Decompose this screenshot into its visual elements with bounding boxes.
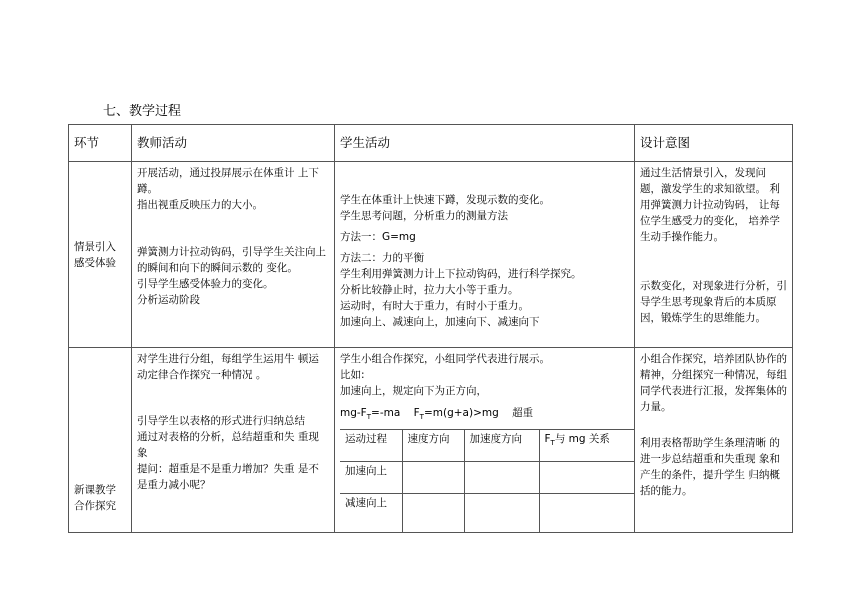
motion-analysis-table (340, 429, 634, 532)
header-teacher: 教师活动 (132, 125, 335, 162)
student-activity-cell: 学生在体重计上快速下蹲，发现示数的变化。 学生思考问题，分析重力的测量方法 方法一：G=mg 方法二：力的平衡 学生利用弹簧测力计上下拉动钩码，进行科学探究。 分析比较静止时，拉力大小等于重力。 运动时，有时大于重力，有时小于重力。 加速向上、减速向上，加速向下、减速向下 (335, 162, 635, 348)
teaching-process-table (68, 124, 793, 533)
header-student: 学生活动 (335, 125, 635, 162)
header-phase: 环节 (69, 125, 132, 162)
phase-cell: 新课教学 合作探究 (69, 348, 132, 533)
design-intent-cell: 通过生活情景引入，发现问 题，激发学生的求知欲望。 利用弹簧测力计拉动钩码， 让每位学生感受力的变化， 培养学生动手操作能力。 示数变化，对现象进行分析，引导学生思考现象背后的本质原因，锻炼学生的思维能力。 (635, 162, 793, 348)
inner-header-row: 运动过程 速度方向 加速度方向 $F_T$与 mg 关系 (340, 430, 634, 462)
section-heading: 七、教学过程 (103, 104, 182, 119)
inner-row: 减速向上 (340, 494, 634, 533)
header-design: 设计意图 (635, 125, 793, 162)
table-row (69, 162, 793, 348)
inner-row: 加速向上 (340, 462, 634, 494)
student-activity-cell: 学生小组合作探究，小组同学代表进行展示。 比如: 加速向上，规定向下为正方向， $mg-F_T=-ma$ $F_T=m(g+a)>mg$ 超重 运动过程 速度方向 加速度方向 $F_T$与 mg 关系 加速向上 减速向上 (335, 348, 635, 533)
teacher-activity-cell: 开展活动，通过投屏展示在体重计 上下蹲。 指出视重反映压力的大小。 弹簧测力计拉动钩码，引导学生关注向上的瞬间和向下的瞬间示数的 变化。 引导学生感受体验力的变化。 分析运动阶段 (132, 162, 335, 348)
phase-cell: 情景引入 感受体验 (69, 162, 132, 348)
design-intent-cell: 小组合作探究，培养团队协作的精神，分组探究一种情况，每组同学代表进行汇报，发挥集体的力量。 利用表格帮助学生条理清晰 的进一步总结超重和失重现 象和产生的条件，提升学生 归纳概括的能力。 (635, 348, 793, 533)
equation-line: $mg-F_T=-ma$ $F_T=m(g+a)>mg$ 超重 (340, 407, 534, 422)
teacher-activity-cell: 对学生进行分组，每组学生运用牛 顿运动定律合作探究一种情况 。 引导学生以表格的形式进行归纳总结 通过对表格的分析，总结超重和失 重现象 提问：超重是不是重力增加？失重 是不是重力减小呢？ (132, 348, 335, 533)
header-row (69, 125, 793, 162)
table-row (69, 348, 793, 533)
